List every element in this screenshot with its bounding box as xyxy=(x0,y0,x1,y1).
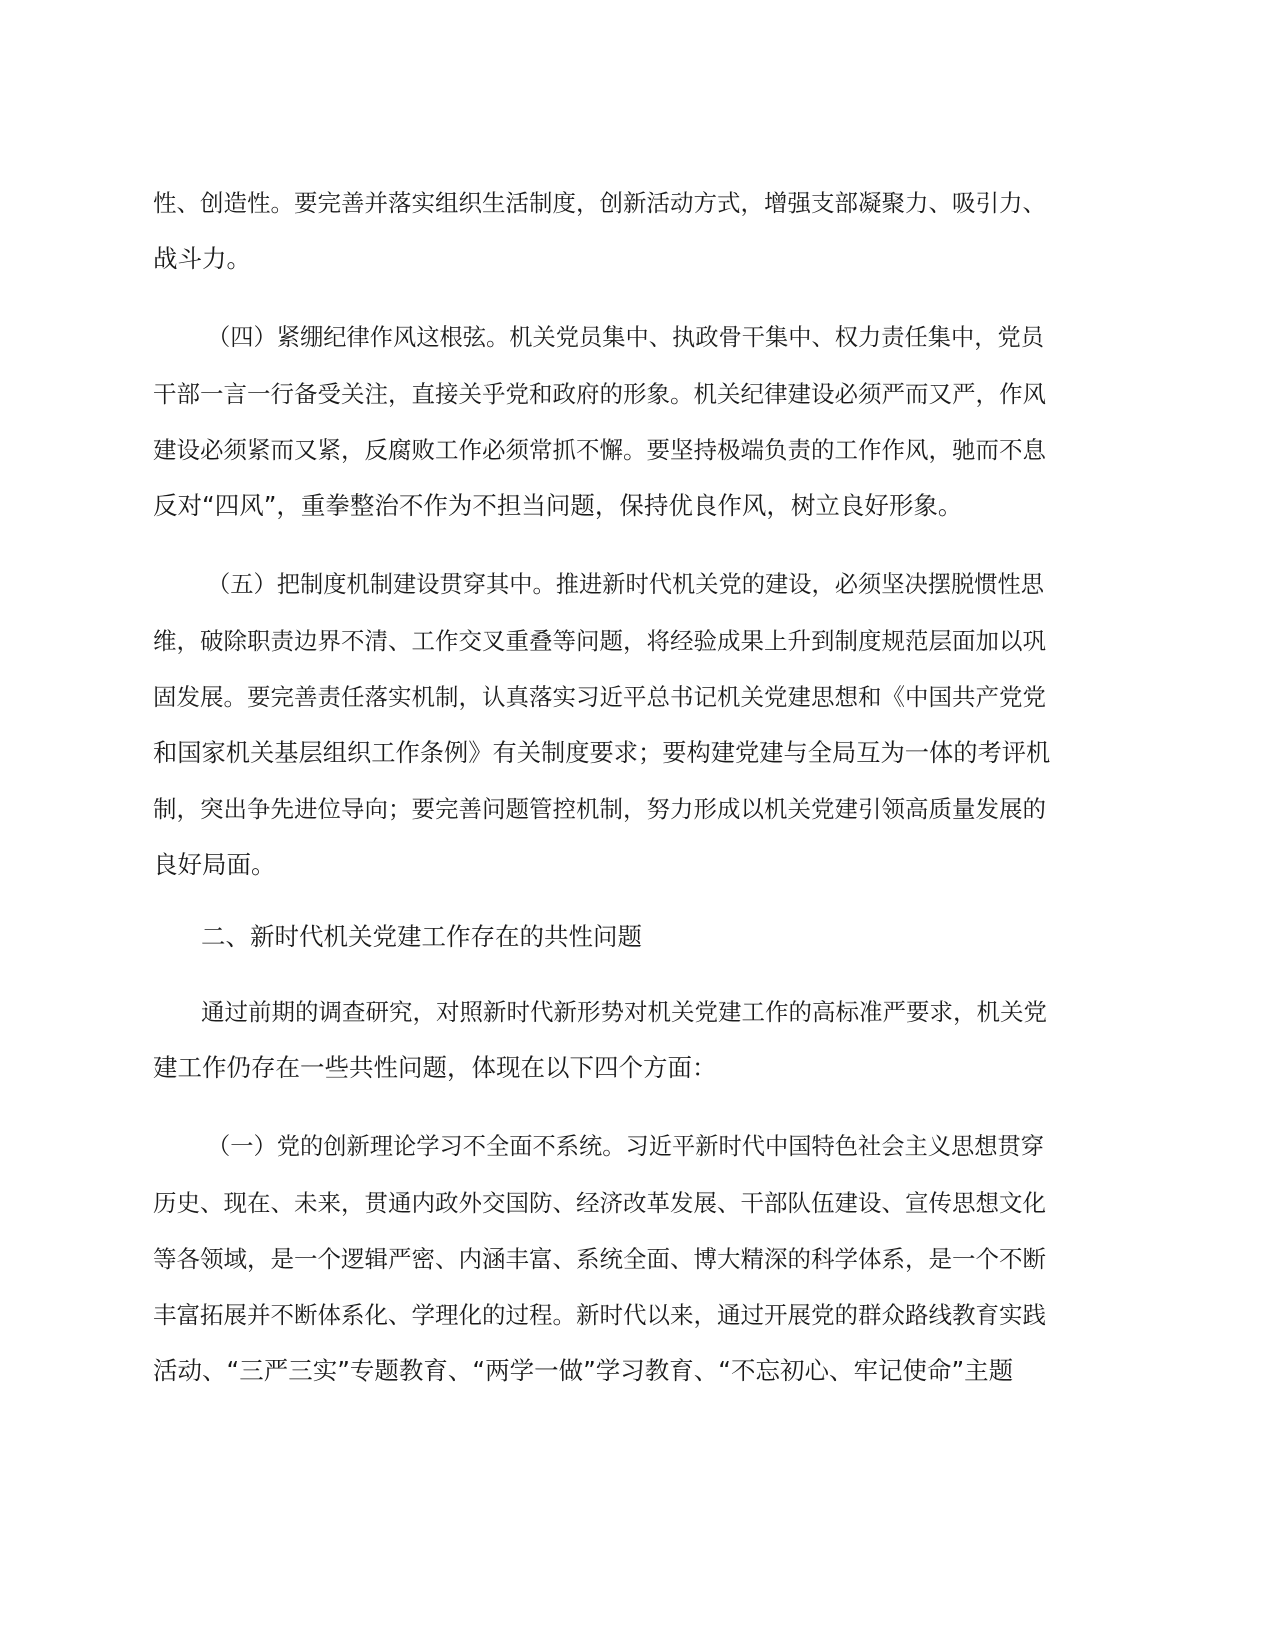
paragraph-1-heading-line: （一）党的创新理论学习不全面不系统。习近平新时代中国特色社会主义思想贯穿 xyxy=(207,1133,1045,1160)
text-line: 良好局面。 xyxy=(153,850,276,879)
text-line: 性、创造性。要完善并落实组织生活制度，创新活动方式，增强支部凝聚力、吸引力、 xyxy=(153,189,1046,217)
section-heading: 二、新时代机关党建工作存在的共性问题 xyxy=(201,922,642,951)
text-line: 活动、“三严三实”专题教育、“两学一做”学习教育、“不忘初心、牢记使命”主题 xyxy=(153,1356,1014,1385)
paragraph-5-heading-line: （五）把制度机制建设贯穿其中。推进新时代机关党的建设，必须坚决摆脱惯性思 xyxy=(207,571,1045,598)
text-line: 建工作仍存在一些共性问题，体现在以下四个方面： xyxy=(153,1053,717,1082)
text-line: 和国家机关基层组织工作条例》有关制度要求；要构建党建与全局互为一体的考评机 xyxy=(153,738,1051,767)
text-line: 历史、现在、未来，贯通内政外交国防、经济改革发展、干部队伍建设、宣传思想文化 xyxy=(153,1189,1046,1217)
text-line: 干部一言一行备受关注，直接关乎党和政府的形象。机关纪律建设必须严而又严，作风 xyxy=(153,380,1046,408)
text-line: 制，突出争先进位导向；要完善问题管控机制，努力形成以机关党建引领高质量发展的 xyxy=(153,795,1046,823)
text-line: 建设必须紧而又紧，反腐败工作必须常抓不懈。要坚持极端负责的工作作风，驰而不息 xyxy=(153,436,1046,464)
text-line: 通过前期的调查研究，对照新时代新形势对机关党建工作的高标准严要求，机关党 xyxy=(201,998,1047,1026)
paragraph-4-heading-line: （四）紧绷纪律作风这根弦。机关党员集中、执政骨干集中、权力责任集中，党员 xyxy=(207,324,1045,351)
text-line: 固发展。要完善责任落实机制，认真落实习近平总书记机关党建思想和《中国共产党党 xyxy=(153,683,1046,711)
text-line: 维，破除职责边界不清、工作交叉重叠等问题，将经验成果上升到制度规范层面加以巩 xyxy=(153,627,1046,655)
text-line: 丰富拓展并不断体系化、学理化的过程。新时代以来，通过开展党的群众路线教育实践 xyxy=(153,1301,1046,1329)
text-line: 反对“四风”，重拳整治不作为不担当问题，保持优良作风，树立良好形象。 xyxy=(153,491,963,520)
text-line: 等各领域，是一个逻辑严密、内涵丰富、系统全面、博大精深的科学体系，是一个不断 xyxy=(153,1245,1046,1273)
text-line: 战斗力。 xyxy=(153,244,251,273)
